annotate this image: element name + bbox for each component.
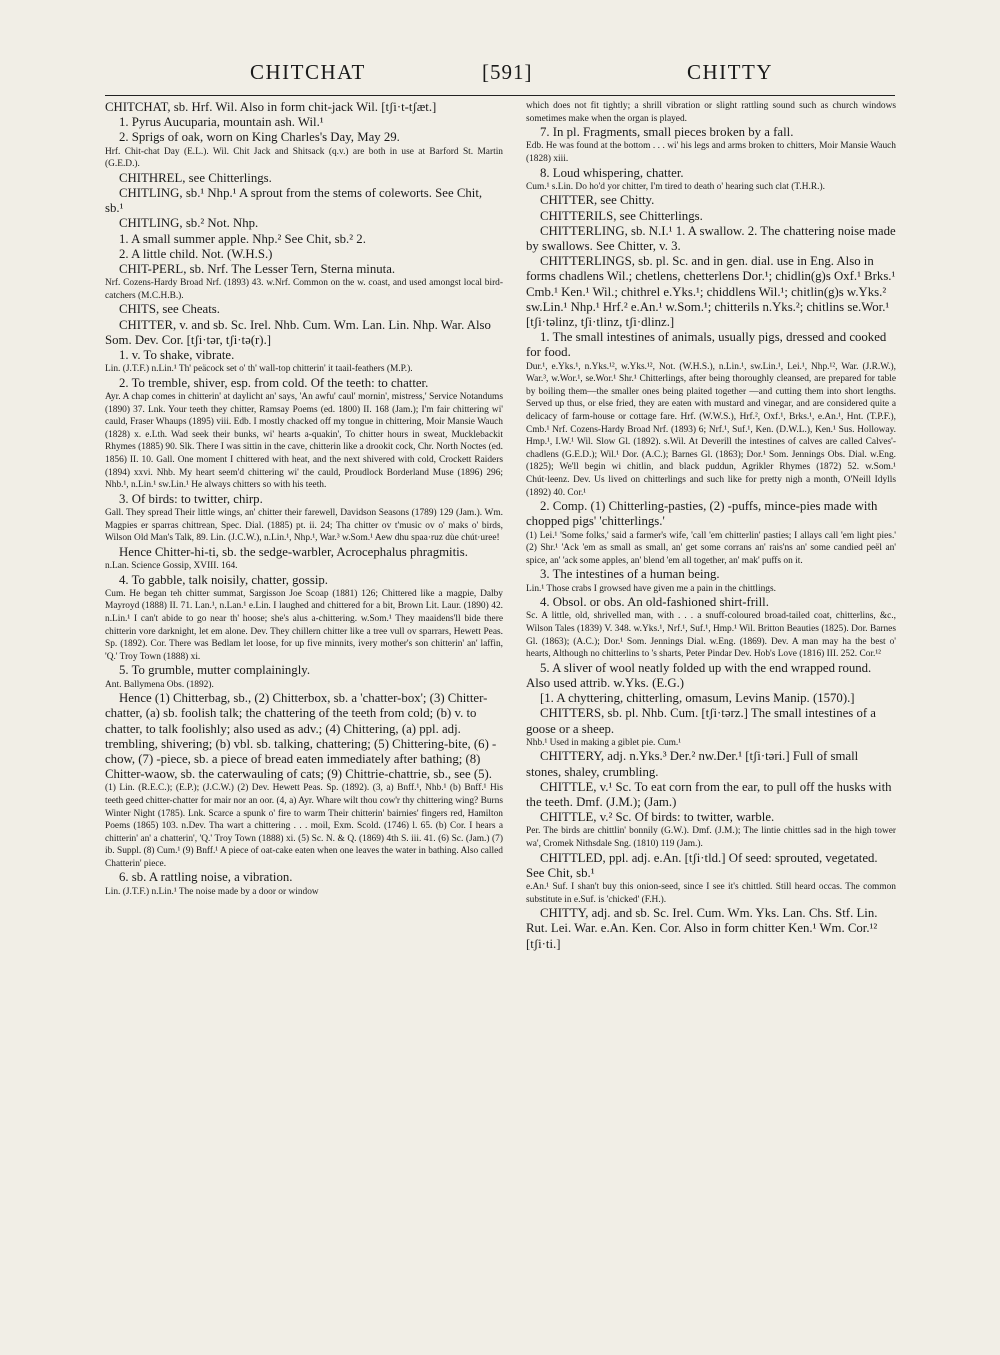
entry-paragraph: 5. To grumble, mutter complainingly. xyxy=(119,663,311,678)
entry-paragraph: CHITTER, see Chitty. xyxy=(540,193,655,208)
entry-paragraph: CHITTERY, adj. n.Yks.³ Der.² nw.Der.¹ [tʃi·təri.] Full of small stones, shaley, crumbling. xyxy=(526,749,859,779)
citation-paragraph: Sc. A little, old, shrivelled man, with . . . a snuff-coloured broad-tailed coat, chitterlins, &c., Wilson Tales (1839) V. 348. w.Yks.¹, Nrf.¹, Suf.¹, Hmp.¹ Wil. Britton Beauties (1825). Dor. Barnes Gl. (1863); (A.C.); Dor.¹ Som. Jennings Dial. w.Eng. (1869). Dev. A man may ha the best o' hearts, Although no chitterlins to 's sharts, Peter Pindar Dev. Hob's Love (1816) III. 252. Cor.¹² xyxy=(526,611,896,660)
entry-paragraph: CHITTERILS, see Chitterlings. xyxy=(540,208,703,223)
citation-paragraph: Nrf. Cozens-Hardy Broad Nrf. (1893) 43. w.Nrf. Common on the w. coast, and used amongst local bird-catchers (M.C.H.B.). xyxy=(105,278,503,301)
entry-paragraph: CHITTERS, sb. pl. Nhb. Cum. [tʃi·tərz.] The small intestines of a goose or a sheep. xyxy=(526,706,876,736)
entry-paragraph: 2. To tremble, shiver, esp. from cold. Of the teeth: to chatter. xyxy=(119,375,429,390)
citation-paragraph: (1) Lei.¹ 'Some folks,' said a farmer's wife, 'call 'em chitterlin' pasties; I allays call 'em light pies.' (2) Shr.¹ 'Ack 'em as small as small, an' get some corrans an' rais'ns an' some candied peël an' spice, an' 'ack some apples, an' blend 'em all together, an' mak' puffs on it. xyxy=(526,530,896,566)
entry-paragraph: CHITHREL, see Chitterlings. xyxy=(119,170,272,185)
entry-paragraph: 6. sb. A rattling noise, a vibration. xyxy=(119,870,293,885)
entry-paragraph: CHIT-PERL, sb. Nrf. The Lesser Tern, Sterna minuta. xyxy=(119,262,396,277)
citation-paragraph: Nhb.¹ Used in making a giblet pie. Cum.¹ xyxy=(526,737,682,748)
citation-paragraph: Lin. (J.T.F.) n.Lin.¹ The noise made by a door or window xyxy=(105,886,319,897)
citation-paragraph: Gall. They spread Their little wings, an' chitter their farewell, Davidson Seasons (1789) 129 (Jam.). Wm. Magpies er sparras chittrean, Spec. Dial. (1885) pt. ii. 24; Tha chitter ov t'music ov o' maks o' birds, Wilson Old Man's Talk, 89. Lin. (J.C.W.), n.Lin.¹, Nhp.¹, War.³ w.Som.¹ Aew dhu spaa·ruz dùe chút·uree! xyxy=(105,507,503,544)
entry-paragraph: [1. A chyttering, chitterling, omasum, Levins Manip. (1570).] xyxy=(540,691,855,706)
entry-paragraph: 8. Loud whispering, chatter. xyxy=(540,165,684,180)
citation-paragraph: which does not fit tightly; a shrill vibration or slight rattling sound such as church windows sometimes make when the organ is played. xyxy=(526,101,896,124)
entry-paragraph: CHITTLE, v.² Sc. Of birds: to twitter, warble. xyxy=(540,810,775,825)
citation-paragraph: Hrf. Chit-chat Day (E.L.). Wil. Chit Jack and Shitsack (q.v.) are both in use at Barford St. Martin (G.E.D.). xyxy=(105,146,503,170)
page-header xyxy=(105,58,895,92)
header-rule xyxy=(105,95,895,96)
entry-paragraph: 1. Pyrus Aucuparia, mountain ash. Wil.¹ xyxy=(119,115,324,130)
entry-paragraph: Hence Chitter-hi-ti, sb. the sedge-warbler, Acrocephalus phragmitis. xyxy=(119,544,468,559)
entry-paragraph: CHITTERLING, sb. N.I.¹ 1. A swallow. 2. The chattering noise made by swallows. See Chitter, v. 3. xyxy=(526,223,896,253)
entry-paragraph: 4. To gabble, talk noisily, chatter, gossip. xyxy=(119,572,328,587)
citation-paragraph: Dur.¹, e.Yks.¹, n.Yks.¹², w.Yks.¹², Not. (W.H.S.), n.Lin.¹, sw.Lin.¹, Lei.¹, Nhp.¹², War. (J.R.W.), War.³, w.Wor.¹, se.Wor.¹ Shr.¹ Chitterlings, after being thoroughly cleansed, are prepared for table by boiling them—the smaller ones being plaited together —and cutting them into short lengths. Served up thus, or else fried, they are eaten with mustard and vinegar, and are considered quite a delicacy of farm-house or cottage fare. Hrf. (W.W.S.), Hrf.², Oxf.¹, Brks.¹, e.An.¹, Hnt. (T.P.F.), Cmb.¹ Nrf. Cozens-Hardy Broad Nrf. (1893) 6; Nrf.¹, Suf.¹, Ken. (D.W.L.), Ken.¹ Sus. Holloway. Hmp.¹, I.W.¹ Wil. Slow Gl. (1892). s.Wil. At Deverill the intestines of calves are called Calves'-chadlens (G.E.D.); Wil.¹ Dor. (A.C.); Barnes Gl. (1863); Dor.¹ Som. Jennings Obs. Dial. w.Eng. (1825); We'll begin wi chitlin, and black puddun, Agrikler Rhymes (1872) 52. w.Som.¹ Chút·leenz. Dev. Us lived on chitterlings and such like for pretty nigh a month, O'Neill Idylls (1892) 40. Cor.¹ xyxy=(526,361,896,498)
entry-paragraph: 3. The intestines of a human being. xyxy=(540,567,720,582)
entry-paragraph: 2. Comp. (1) Chitterling-pasties, (2) -puffs, mince-pies made with chopped pigs' 'chitterlings.' xyxy=(526,499,878,529)
citation-paragraph: Lin.¹ Those crabs I growsed have given me a pain in the chittlings. xyxy=(526,583,776,594)
left-column xyxy=(105,100,503,1320)
citation-paragraph: (1) Lin. (R.E.C.); (E.P.); (J.C.W.) (2) Dev. Hewett Peas. Sp. (1892). (3, a) Bnff.¹, Nhb.¹ (b) Bnff.¹ His teeth geed chitter-chatter for mair nor an oor. (4, a) Ayr. Whare wilt thou cow'r thy chittering wing? Burns Winter Night (1785). Lnk. Scarce a spunk o' fire to warm Their chitterin' bairnies' fingers red, Hamilton Poems (1865) 103. n.Dev. Tha wart a chittering . . . moil, Exm. Scold. (1746) l. 65. (b) Cor. I hears a chitterin' an' a chatterin', 'Q.' Troy Town (1888) xi. (5) Sc. N. & Q. (1869) 4th S. iii. 41. (6) Sc. (Jam.) (7) ib. Suppl. (8) Cum.¹ (9) Bnff.¹ A piece of oat-cake eaten when one leaves the water in bathing. Also called Chatterin' piece. xyxy=(105,783,503,869)
entry-paragraph: CHITTLED, ppl. adj. e.An. [tʃi·tld.] Of seed: sprouted, vegetated. See Chit, sb.¹ xyxy=(526,850,878,880)
entry-paragraph: 2. Sprigs of oak, worn on King Charles's Day, May 29. xyxy=(119,130,400,145)
entry-paragraph: 7. In pl. Fragments, small pieces broken by a fall. xyxy=(540,125,794,140)
entry-paragraph: CHITTLE, v.¹ Sc. To eat corn from the ear, to pull off the husks with the teeth. Dmf. (J.M.); (Jam.) xyxy=(526,779,892,809)
entry-paragraph: CHITLING, sb.¹ Nhp.¹ A sprout from the stems of coleworts. See Chit, sb.¹ xyxy=(105,186,483,216)
citation-paragraph: Ayr. A chap comes in chitterin' at daylicht an' says, 'An awfu' caul' mornin', mistress,' Service Notandums (1890) 37. Lnk. Your teeth they chitter, Ramsay Poems (ed. 1800) II. 168 (Jam.); I'm fair chittering wi' cauld, Fraser Whaups (1895) viii. Edb. I mostly chacked off my tongue in chittering, Moir Mansie Wauch (1828) x. e.Lth. Wad seek their bunks, wi' hearts a-quakin', To chitter hours in sweat, Mucklebackit Rhymes (1885) 90. Slk. There I was sittin in the cave, chitterin like a drookit cock, Chr. North Noctes (ed. 1856) II. 10. Gall. One moment I chittered with heat, and the next shivered with cold, Crockett Raiders (1894) xxvi. Nhb. My heart seem'd chittering wi' the cauld, Proudlock Borderland Muse (1896) 296; Nhb.¹, n.Lin.¹ sw.Lin.¹ He always chitters so with his teeth. xyxy=(105,392,503,491)
entry-paragraph: 1. A small summer apple. Nhp.² See Chit, sb.² 2. xyxy=(119,231,366,246)
entry-paragraph: 4. Obsol. or obs. An old-fashioned shirt-frill. xyxy=(540,595,769,610)
running-head-left: CHITCHAT xyxy=(250,60,366,84)
entry-paragraph: CHITLING, sb.² Not. Nhp. xyxy=(119,216,259,231)
citation-paragraph: Edb. He was found at the bottom . . . wi' his legs and arms broken to chitters, Moir Mansie Wauch (1828) xiii. xyxy=(526,141,896,164)
entry-paragraph: CHITTY, adj. and sb. Sc. Irel. Cum. Wm. Yks. Lan. Chs. Stf. Lin. Rut. Lei. War. e.An. Ken. Cor. Also in form chitter Ken.¹ Wm. Cor.¹² [tʃi·ti.] xyxy=(526,906,878,951)
entry-paragraph: CHITTER, v. and sb. Sc. Irel. Nhb. Cum. Wm. Lan. Lin. Nhp. War. Also Som. Dev. Cor. [tʃi·tər, tʃi·tə(r).] xyxy=(105,317,491,347)
entry-paragraph: 1. The small intestines of animals, usually pigs, dressed and cooked for food. xyxy=(526,330,887,360)
citation-paragraph: n.Lan. Science Gossip, XVIII. 164. xyxy=(105,560,238,571)
citation-paragraph: Ant. Ballymena Obs. (1892). xyxy=(105,679,214,690)
right-column xyxy=(526,100,896,1320)
entry-paragraph: 3. Of birds: to twitter, chirp. xyxy=(119,491,263,506)
entry-paragraph: 2. A little child. Not. (W.H.S.) xyxy=(119,246,273,261)
citation-paragraph: Per. The birds are chittlin' bonnily (G.W.). Dmf. (J.M.); The lintie chittles sad in the high tower wa', Cromek Nithsdale Sng. (1810) 119 (Jam.). xyxy=(526,826,896,849)
entry-paragraph: CHITTERLINGS, sb. pl. Sc. and in gen. dial. use in Eng. Also in forms chadlens Wil.; chetlens, chetterlens Dor.¹; chidlin(g)s Oxf.¹ Brks.¹ Cmb.¹ Ken.¹ Wil.; chithrel e.Yks.¹; chiddlens Wil.¹; chitlin(g)s w.Yks.² sw.Lin.¹ Nhp.¹ Hrf.² e.An.¹ w.Som.¹; chitterils n.Yks.²; chitlins se.Wor.¹ [tʃi·tǝlinz, tʃi·tlinz, tʃi·dlinz.] xyxy=(526,254,896,329)
entry-paragraph: Hence (1) Chitterbag, sb., (2) Chitterbox, sb. a 'chatter-box'; (3) Chitter-chatter, (a) sb. foolish talk; the chattering of the teeth from cold; (b) v. to chatter, to talk foolishly; also used as adv.; (4) Chittering, (a) ppl. adj. trembling, shivering; (b) vbl. sb. talking, chattering; (5) Chittering-bite, (6) -chow, (7) -piece, sb. a piece of bread eaten immediately after bathing; (8) Chitter-waow, sb. the caterwauling of cats; (9) Chittrie-chattrie, sb., see (5). xyxy=(105,691,497,782)
citation-paragraph: Cum. He began teh chitter summat, Sargisson Joe Scoap (1881) 126; Chittered like a magpie, Dalby Mayroyd (1888) II. 71. Lan.¹, n.Lan.¹ e.Lin. I laughed and chittered for a bit, Brown Lit. Laur. (1890) 42. n.Lin.¹ I can't abide to go near th' hoose; she's alus a-chittering. w.Som.¹ They maaidens'll bide there chitterin vore darknight, let em alone. Dev. They chillern chitter like a tree vull ov sparrars, Hewett Peas. Sp. (1892). Cor. There was Bedlam let loose, for up five minnits, ivery mother's son chitterin' an' laffin, 'Q.' Troy Town (1888) xi. xyxy=(105,588,503,662)
entry-paragraph: CHITS, see Cheats. xyxy=(119,302,220,317)
citation-paragraph: Lin. (J.T.F.) n.Lin.¹ Th' peäcock set o' th' wall-top chitterin' it taail-feathers (M.P.). xyxy=(105,364,413,375)
running-head-right: CHITTY xyxy=(687,60,773,84)
citation-paragraph: Cum.¹ s.Lin. Do ho'd yor chitter, I'm tired to death o' hearing such clat (T.H.R.). xyxy=(526,181,825,192)
citation-paragraph: e.An.¹ Suf. I shan't buy this onion-seed, since I see it's chittled. Still heard occas. The common substitute in e.Suf. is 'chicked' (F.H.). xyxy=(526,881,896,905)
entry-paragraph: 1. v. To shake, vibrate. xyxy=(119,348,235,363)
entry-paragraph: 5. A sliver of wool neatly folded up with the end wrapped round. Also used attrib. w.Yks. (E.G.) xyxy=(526,660,872,690)
page-number: [591] xyxy=(482,60,533,84)
entry-paragraph: CHITCHAT, sb. Hrf. Wil. Also in form chit-jack Wil. [tʃi·t-tʃæt.] xyxy=(105,100,437,114)
